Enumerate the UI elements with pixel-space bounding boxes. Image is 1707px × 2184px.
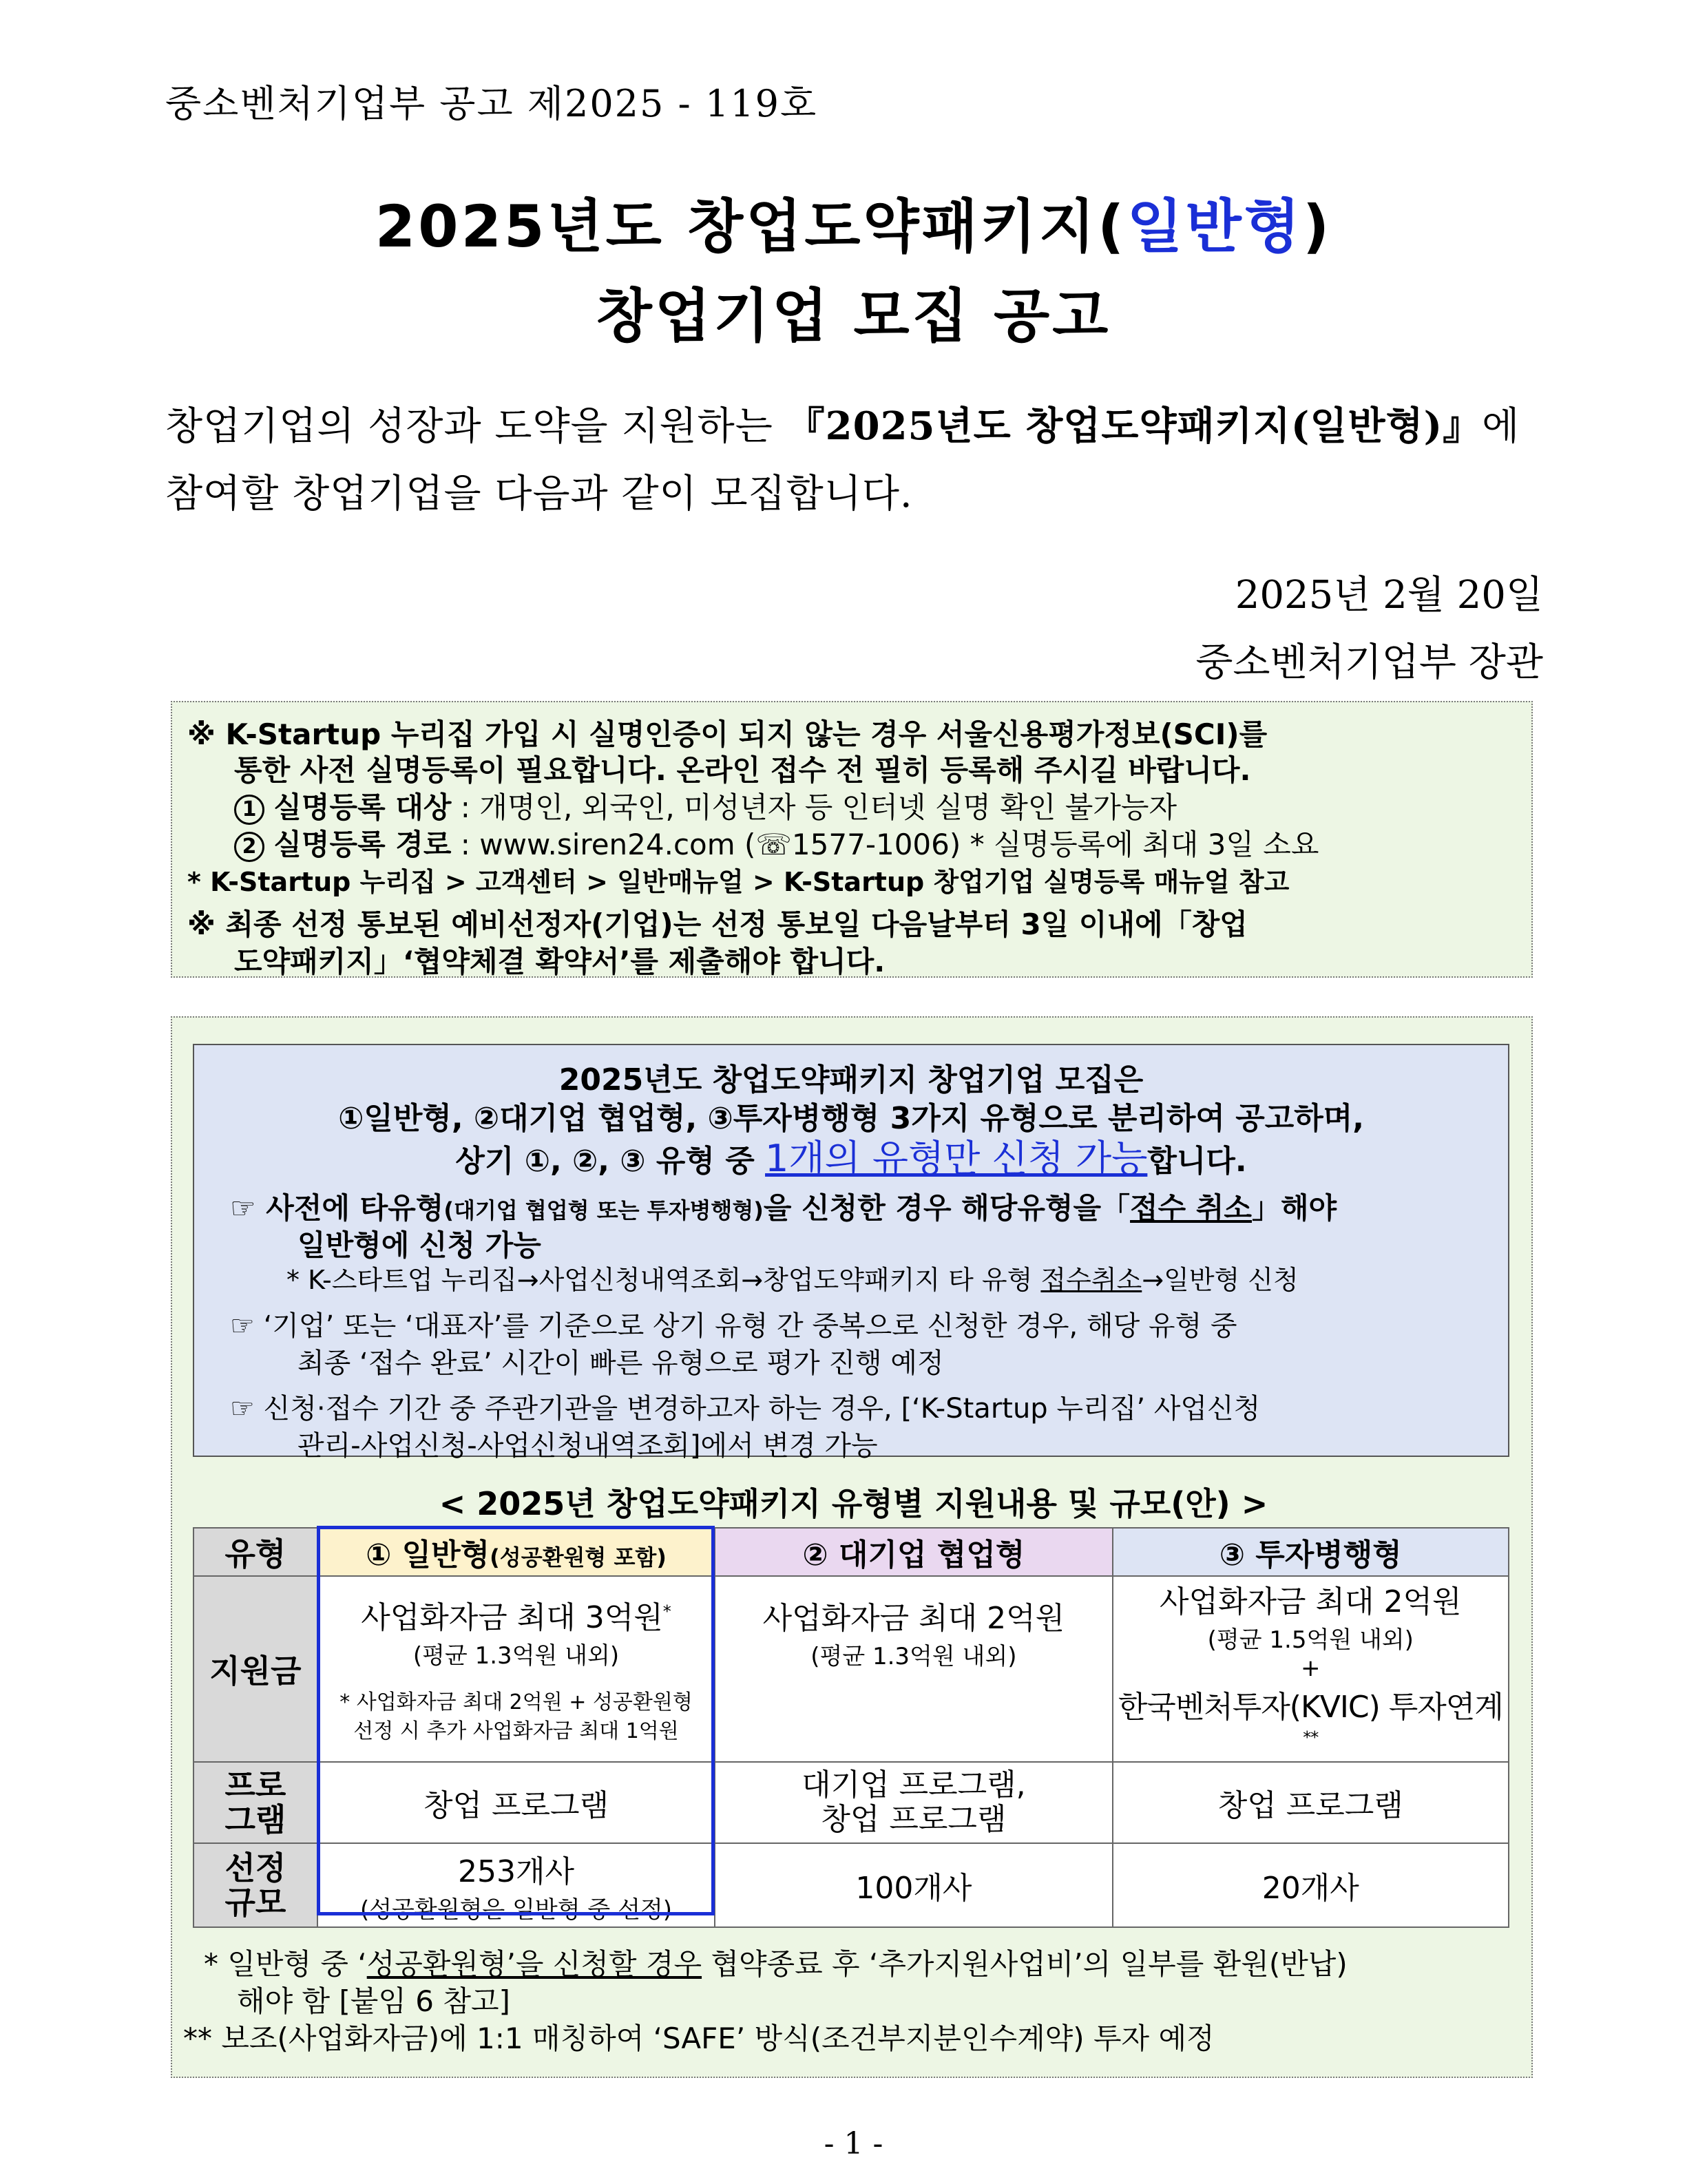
b1-small: (대기업 협업형 또는 투자병행형) [443, 1197, 764, 1224]
cell-main: 253개사 [458, 1854, 574, 1889]
hand-pointer-icon: ☞ [230, 1191, 256, 1225]
hand-pointer-icon: ☞ [230, 1393, 255, 1425]
b1-note-underlined: 접수취소 [1040, 1265, 1142, 1295]
cell-corp-program [715, 1762, 1112, 1843]
bullet-1 [230, 1186, 1337, 1227]
intro-line2: 참여할 창업기업을 다음과 같이 모집합니다. [165, 472, 913, 516]
cell-note1: * 사업화자금 최대 2억원 + 성공환원형 [339, 1690, 693, 1714]
b3-line1: 신청·접수 기간 중 주관기관을 변경하고자 하는 경우, [‘K-Startup 누리집’ 사업신청 [263, 1393, 1261, 1425]
page-title-line2: 창업기업 모집 공고 [596, 282, 1111, 350]
row-label-support: 지원금 [193, 1576, 317, 1762]
one-type-only-highlight: 1개의 유형만 신청 가능 [765, 1137, 1148, 1180]
title-prefix: 2025년도 창업도약패키지( [375, 193, 1127, 260]
intro-paragraph [165, 392, 1542, 528]
realname-notice-box [171, 701, 1533, 978]
cell-invest-scale: 20개사 [1113, 1843, 1509, 1927]
item-text: : 개명인, 외국인, 미성년자 등 인터넷 실명 확인 불가능자 [451, 790, 1177, 824]
header-corp-collab: ② 대기업 협업형 [715, 1528, 1112, 1576]
b2-line1: ‘기업’ 또는 ‘대표자’를 기준으로 상기 유형 간 중복으로 신청한 경우, 해당 유형 중 [263, 1310, 1237, 1342]
intro-part2: 에 [1482, 404, 1520, 449]
label-part1: 프로 [224, 1767, 286, 1804]
footnote-1-b: 협약종료 후 ‘추가지원사업비’의 일부를 환원(반납) [702, 1947, 1348, 1981]
intro-part1: 창업기업의 성장과 도약을 지원하는 [165, 404, 786, 449]
cell-line2: 창업 프로그램 [821, 1802, 1007, 1837]
application-type-info-box [193, 1044, 1509, 1462]
cell-sub: (평균 1.3억원 내외) [412, 1641, 620, 1670]
footnote-1-a: * 일반형 중 ‘ [204, 1947, 367, 1981]
item-label: 실명등록 대상 [273, 790, 452, 824]
info-line3-prefix: 상기 ①, ②, ③ 유형 중 [455, 1144, 766, 1179]
header-row-label: 유형 [193, 1528, 317, 1576]
notice-line1: ※ K-Startup 누리집 가입 시 실명인증이 되지 않는 경우 서울신용평가정보(SCI)를 [187, 717, 1268, 751]
bullet-2-line2: 최종 ‘접수 완료’ 시간이 빠른 유형으로 평가 진행 예정 [297, 1347, 944, 1379]
info-line1: 2025년도 창업도약패키지 창업기업 모집은 [558, 1062, 1144, 1098]
circled-number: 1 [234, 795, 264, 825]
info-line2: ①일반형, ②대기업 협업형, ③투자병행형 3가지 유형으로 분리하여 공고하며, [338, 1101, 1364, 1136]
header-general-text: ① 일반형 [366, 1537, 490, 1573]
notice-line7: 도약패키지」‘협약체결 확약서’를 제출해야 합니다. [234, 945, 886, 978]
cell-star: * [662, 1601, 671, 1621]
cell-sub: (평균 1.5억원 내외) [1207, 1626, 1414, 1654]
b1-note-a: * K-스타트업 누리집→사업신청내역조회→창업도약패키지 타 유형 [286, 1265, 1041, 1295]
page-number: - 1 - [824, 2126, 883, 2161]
b1-text-c: 」해야 [1251, 1191, 1337, 1225]
cell-main-text: 사업화자금 최대 3억원 [361, 1599, 663, 1635]
info-line3-suffix: 합니다. [1147, 1144, 1247, 1179]
intro-program-name: 『2025년도 창업도약패키지(일반형)』 [786, 403, 1483, 449]
cell-star: ** [1303, 1728, 1319, 1747]
footnote-1-underlined: 성공환원형’을 신청할 경우 [366, 1947, 702, 1981]
bullet-1-note [286, 1259, 1299, 1296]
footnote-2: ** 보조(사업화자금)에 1:1 매칭하여 ‘SAFE’ 방식(조건부지분인수계약) 투자 예정 [183, 2022, 1215, 2055]
hand-pointer-icon: ☞ [230, 1310, 255, 1342]
title-suffix: ) [1302, 193, 1332, 260]
cell-main: 사업화자금 최대 2억원 [762, 1601, 1065, 1636]
row-label-scale [193, 1843, 317, 1927]
bullet-2 [230, 1304, 1237, 1343]
cell-line1: 대기업 프로그램, [802, 1767, 1026, 1803]
cell-note2: 선정 시 추가 사업화자금 최대 1억원 [353, 1719, 679, 1743]
notice-item2 [234, 822, 1319, 863]
issuer: 중소벤처기업부 장관 [1195, 640, 1543, 685]
cell-general-program: 창업 프로그램 [317, 1762, 715, 1843]
b1-text-a: 사전에 타유형 [266, 1191, 444, 1225]
notice-number: 중소벤처기업부 공고 제2025 - 119호 [165, 82, 818, 125]
cell-sub: (평균 1.3억원 내외) [810, 1643, 1017, 1670]
b1-note-b: →일반형 신청 [1142, 1265, 1299, 1295]
notice-line6: ※ 최종 선정 통보된 예비선정자(기업)는 선정 통보일 다음날부터 3일 이내에「창업 [187, 907, 1248, 941]
page-title-line1 [0, 180, 1707, 264]
notice-date: 2025년 2월 20일 [1235, 573, 1543, 618]
label-part1: 선정 [224, 1849, 286, 1887]
bullet-3 [230, 1387, 1260, 1426]
header-investment: ③ 투자병행형 [1113, 1528, 1509, 1576]
cell-plus: + [1301, 1655, 1321, 1682]
item-text: : www.siren24.com (☏1577-1006) * 실명등록에 최대 3일 소요 [451, 828, 1319, 861]
footnote-1-line2: 해야 함 [붙임 6 참고] [237, 1984, 510, 2018]
notice-item1 [234, 785, 1177, 826]
intro-line1 [165, 392, 1542, 461]
cell-main: 사업화자금 최대 2억원 [1160, 1584, 1462, 1619]
general-type-highlight-frame [317, 1526, 715, 1915]
bullet-3-line2: 관리-사업신청-사업신청내역조회]에서 변경 가능 [297, 1430, 878, 1462]
info-line3 [194, 1129, 1508, 1182]
cell-corp-scale: 100개사 [715, 1843, 1112, 1927]
cell-extra-text: 한국벤처투자(KVIC) 투자연계 [1118, 1690, 1503, 1725]
b1-text-b: 을 신청한 경우 해당유형을「 [763, 1191, 1131, 1225]
b1-underlined: 접수 취소 [1130, 1191, 1252, 1225]
circled-number: 2 [234, 832, 264, 862]
bullet-1-line2: 일반형에 신청 가능 [297, 1228, 541, 1262]
item-label: 실명등록 경로 [273, 828, 452, 861]
label-part2: 그램 [224, 1801, 286, 1838]
title-highlight: 일반형 [1127, 193, 1303, 260]
row-label-program [193, 1762, 317, 1843]
cell-invest-program: 창업 프로그램 [1113, 1762, 1509, 1843]
notice-line2: 통한 사전 실명등록이 필요합니다. 온라인 접수 전 필히 등록해 주시길 바랍니다. [234, 753, 1251, 787]
cell-invest-support [1113, 1576, 1509, 1762]
label-part2: 규모 [224, 1884, 286, 1921]
notice-manual-ref: * K-Startup 누리집 > 고객센터 > 일반매뉴얼 > K-Startup 창업기업 실명등록 매뉴얼 참고 [187, 867, 1290, 897]
footnote-1 [204, 1942, 1348, 1983]
cell-extra [1113, 1682, 1508, 1761]
cell-sub: (성공환원형은 일반형 중 선정) [359, 1896, 673, 1924]
table-title: < 2025년 창업도약패키지 유형별 지원내용 및 규모(안) > [439, 1485, 1268, 1522]
header-general-small: (성공환원형 포함) [490, 1544, 667, 1571]
cell-corp-support [715, 1576, 1112, 1762]
